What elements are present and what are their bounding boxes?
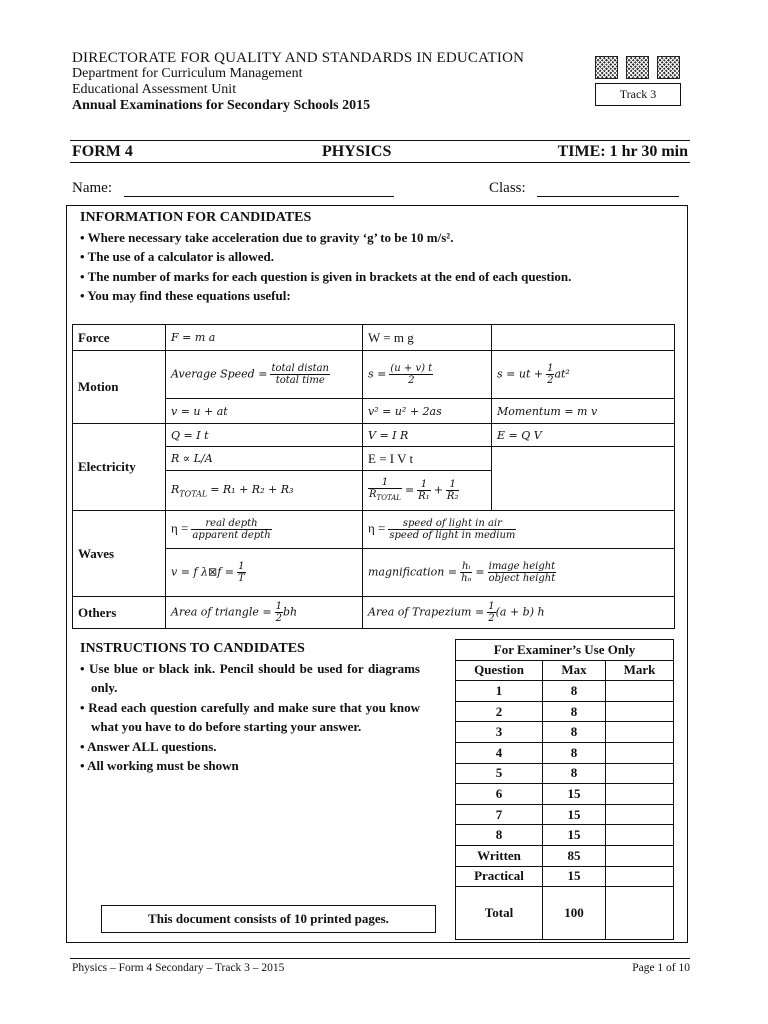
subject-label: PHYSICS <box>322 143 392 160</box>
info-bullet-calculator: • The use of a calculator is allowed. <box>80 249 275 264</box>
instruction-ink: • Use blue or black ink. Pencil should be used for diagrams only. <box>80 660 420 695</box>
mark-cell[interactable] <box>606 742 674 763</box>
table-row: Written 85 <box>456 845 674 866</box>
energy-charge-equation: E = Q V <box>497 428 542 442</box>
series-resistance-equation: $R_{TOTAL} = R_1 + R_2 + R_3$ <box>166 471 363 511</box>
instruction-answer-all: • Answer ALL questions. <box>80 738 217 754</box>
table-row: 4 8 <box>456 742 674 763</box>
total-label: Total <box>456 887 543 940</box>
mark-cell[interactable] <box>606 681 674 702</box>
triangle-area-equation: Area of triangle = $\frac{1}{2}$ bh <box>166 597 363 629</box>
mark-cell[interactable] <box>606 845 674 866</box>
instructions-section <box>80 639 420 776</box>
class-field[interactable] <box>537 180 679 197</box>
table-row: 7 15 <box>456 804 674 825</box>
table-row: 5 8 <box>456 763 674 784</box>
info-bullet-marks: • The number of marks for each question is given in brackets at the end of each question. <box>80 268 572 284</box>
magnification-equation: magnification = $\frac{\text{hᵢ}}{\text{hₒ}}$ = $\frac{\text{image height}}{\text{object height}}$ <box>363 549 675 597</box>
displacement-equation: s = ut + $\frac{1}{2}$ at² <box>492 351 675 399</box>
exam-title: Annual Examinations for Secondary Schools 2015 <box>72 98 371 113</box>
footer-rule <box>70 958 690 959</box>
waves-label: Waves <box>73 511 166 597</box>
refractive-index-depth-equation: η = $\frac{\text{real depth}}{\text{apparent depth}}$ <box>166 511 363 549</box>
mark-cell[interactable] <box>606 763 674 784</box>
instruction-working: • All working must be shown <box>80 758 239 773</box>
instructions-heading: INSTRUCTIONS TO CANDIDATES <box>80 641 305 656</box>
motion-label: Motion <box>73 351 166 424</box>
trapezium-area-equation: Area of Trapezium = $\frac{1}{2}$ (a + b) h <box>363 597 675 629</box>
column-mark: Mark <box>606 660 674 681</box>
velocity-squared-equation: v² = u² + 2as <box>368 404 442 418</box>
force-label: Force <box>73 325 166 351</box>
barcode-square-1 <box>595 56 618 79</box>
table-row: 3 8 <box>456 722 674 743</box>
force-equation: F = m a <box>171 331 216 344</box>
department-name: Department for Curriculum Management <box>72 66 303 81</box>
distance-average-velocity-equation: s = $\frac{(u + v) t}{2}$ <box>363 351 492 399</box>
table-row: 2 8 <box>456 701 674 722</box>
total-max: 100 <box>543 887 606 940</box>
ohms-law-equation: V = I R <box>368 428 409 442</box>
parallel-resistance-equation: $\frac{1}{R_{TOTAL}}$ = $\frac{1}{\text{R₁}}$ + $\frac{1}{\text{R₂}}$ <box>363 471 492 511</box>
mark-cell[interactable] <box>606 866 674 887</box>
table-row: Practical 15 <box>456 866 674 887</box>
barcode-square-3 <box>657 56 680 79</box>
refractive-index-speed-equation: η = $\frac{\text{speed of light in air}}{\text{speed of light in medium}}$ <box>363 511 675 549</box>
total-mark-cell[interactable] <box>606 887 674 940</box>
barcode-square-2 <box>626 56 649 79</box>
electricity-label: Electricity <box>73 424 166 511</box>
directorate-title: DIRECTORATE FOR QUALITY AND STANDARDS IN EDUCATION <box>72 50 525 66</box>
mark-cell[interactable] <box>606 825 674 846</box>
equations-table <box>72 324 675 629</box>
table-row <box>456 887 674 940</box>
time-label: TIME: 1 hr 30 min <box>557 143 688 160</box>
column-question: Question <box>456 660 543 681</box>
form-label: FORM 4 <box>72 143 133 160</box>
name-label: Name: <box>72 180 112 196</box>
unit-name: Educational Assessment Unit <box>72 82 237 97</box>
instruction-read: • Read each question carefully and make sure that you know what you have to do before starting your answer. <box>80 699 420 734</box>
mark-cell[interactable] <box>606 722 674 743</box>
average-speed-equation: Average Speed = $\frac{\text{total distan}}{\text{total time}}$ <box>166 351 363 399</box>
column-max: Max <box>543 660 606 681</box>
track-box: Track 3 <box>595 83 681 106</box>
bottom-rule <box>70 162 690 163</box>
table-row: 1 8 <box>456 681 674 702</box>
info-bullet-equations: • You may find these equations useful: <box>80 288 291 303</box>
footer-left: Physics – Form 4 Secondary – Track 3 – 2015 <box>72 962 285 974</box>
examiner-title: For Examiner’s Use Only <box>456 640 674 661</box>
electrical-energy-equation: E = I V t <box>368 450 414 466</box>
mark-cell[interactable] <box>606 784 674 805</box>
mark-cell[interactable] <box>606 804 674 825</box>
mark-cell[interactable] <box>606 701 674 722</box>
table-row: 8 15 <box>456 825 674 846</box>
weight-equation: W = m g <box>368 329 414 345</box>
table-row: 6 15 <box>456 784 674 805</box>
others-label: Others <box>73 597 166 629</box>
top-rule <box>70 140 690 141</box>
wave-equation: v = f λ⊠f = $\frac{1}{T}$ <box>166 549 363 597</box>
class-label: Class: <box>489 180 526 196</box>
velocity-equation: v = u + at <box>171 404 228 418</box>
charge-equation: Q = I t <box>171 428 209 442</box>
info-section <box>80 208 666 306</box>
pages-note: This document consists of 10 printed pages. <box>101 905 436 933</box>
name-field[interactable] <box>124 180 394 197</box>
info-heading: INFORMATION FOR CANDIDATES <box>80 210 312 225</box>
info-bullet-gravity: • Where necessary take acceleration due to gravity ‘g’ to be 10 m/s². <box>80 229 454 245</box>
resistance-proportionality: R ∝ L/A <box>171 452 213 465</box>
momentum-equation: Momentum = m v <box>497 404 598 418</box>
footer-page-number: Page 1 of 10 <box>632 962 690 974</box>
examiner-table <box>455 639 674 940</box>
